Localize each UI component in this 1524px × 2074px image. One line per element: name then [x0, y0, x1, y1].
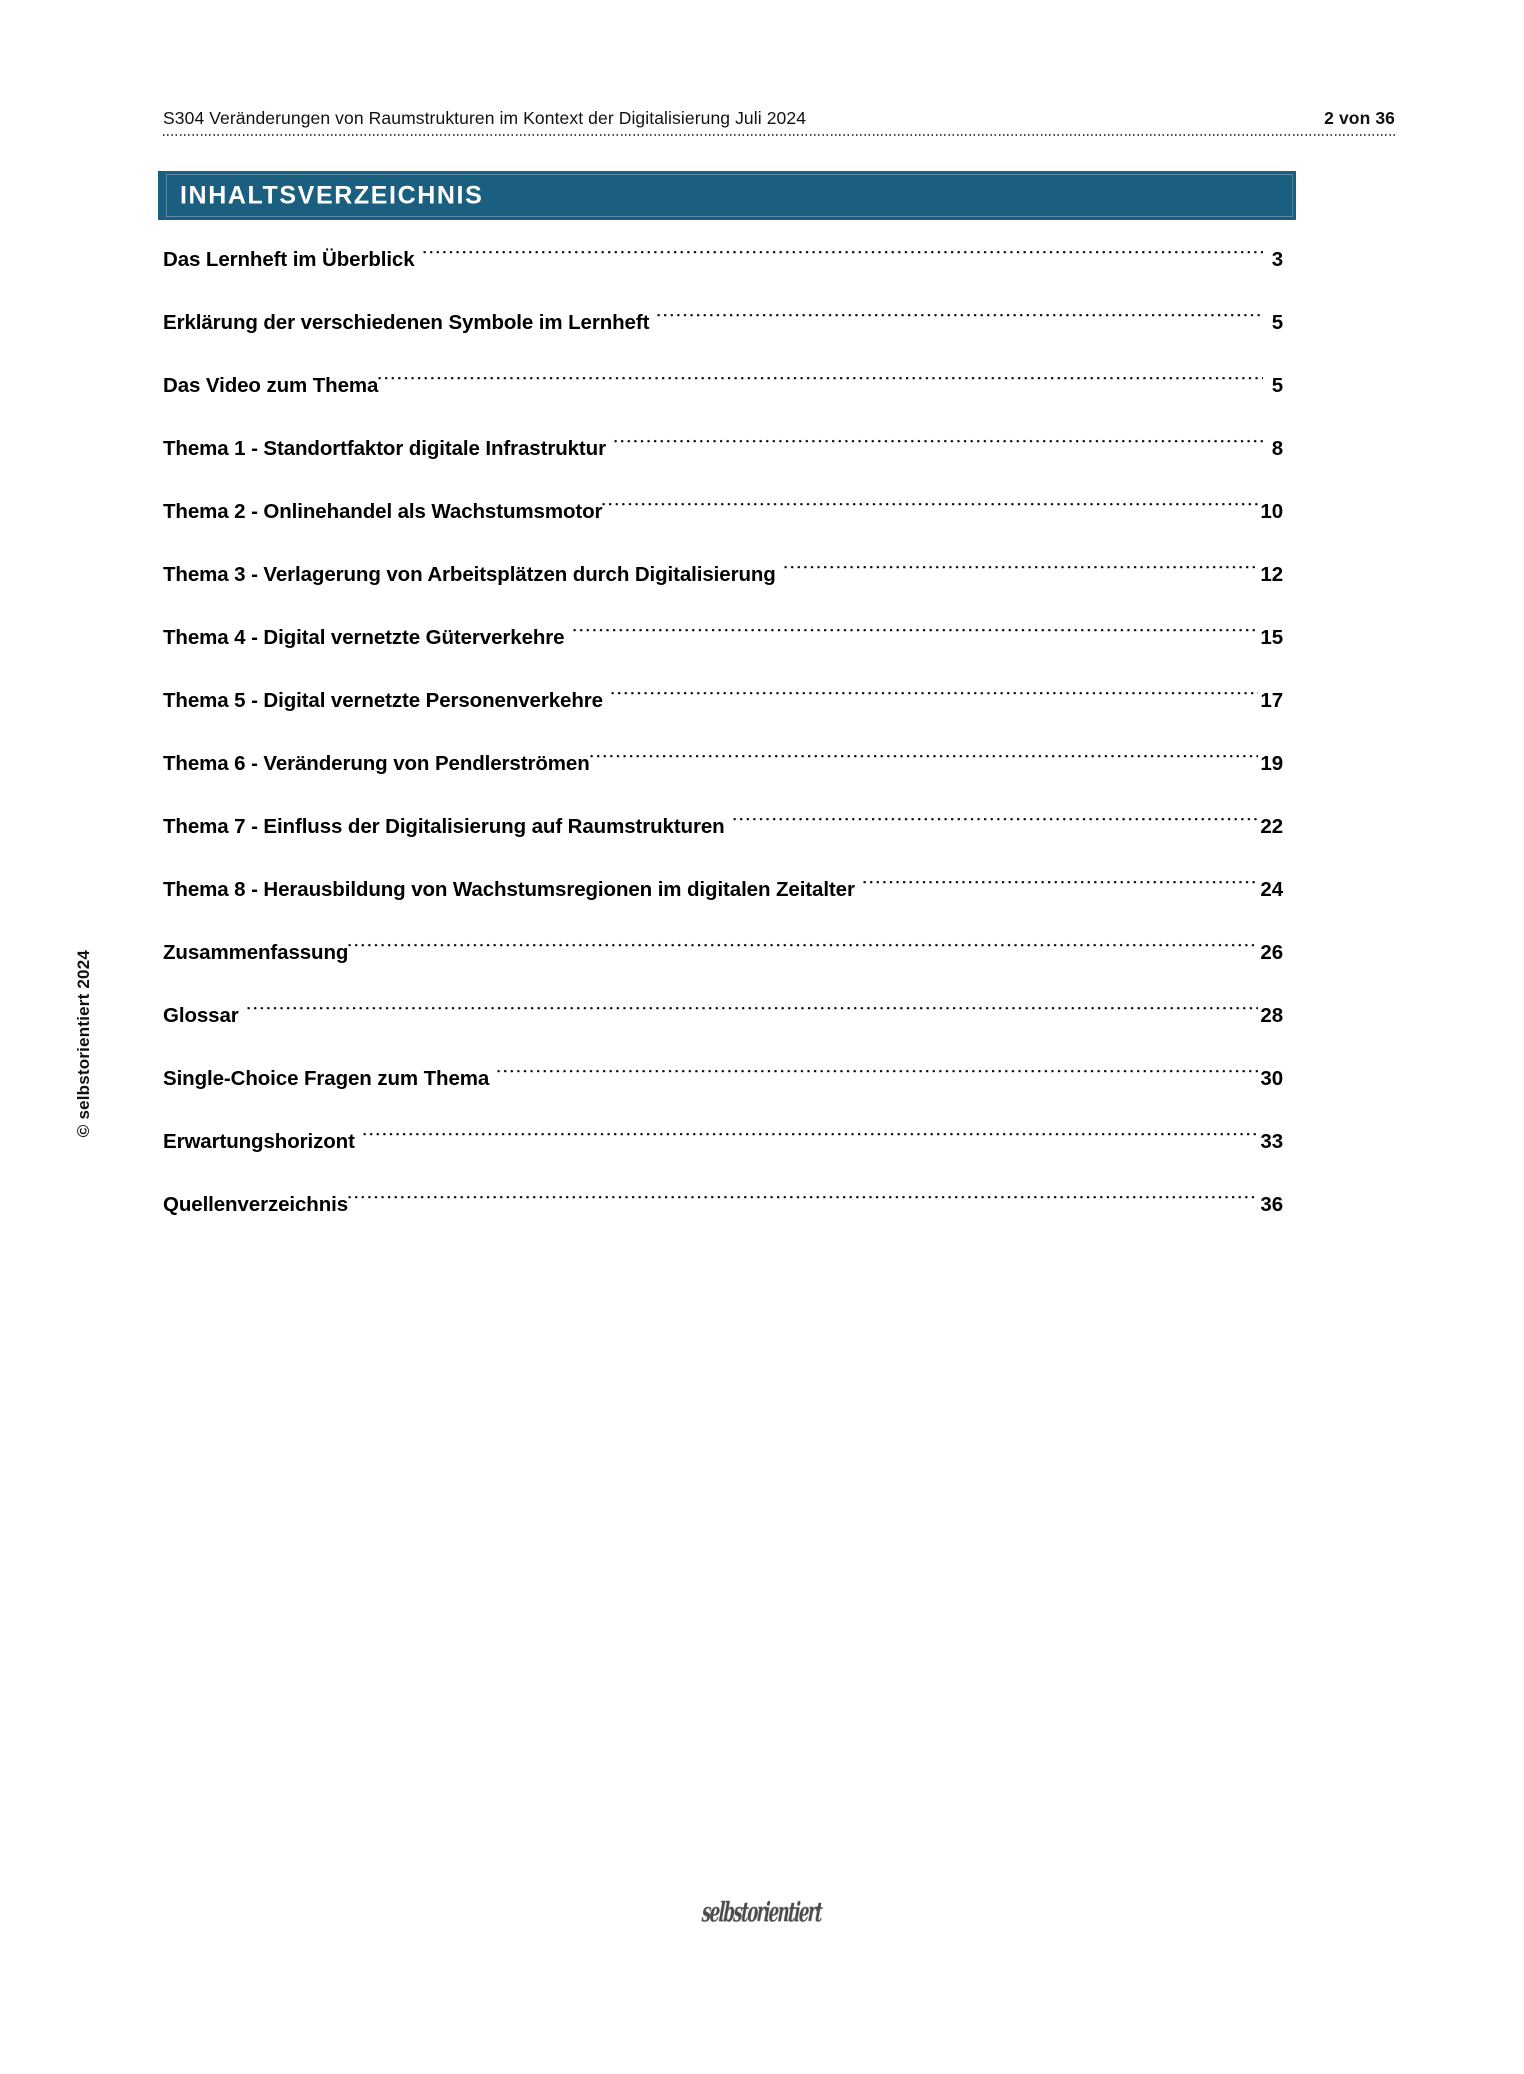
toc-entry[interactable]	[163, 812, 1283, 875]
toc-entry-page: 36	[1260, 1192, 1283, 1216]
toc-entry[interactable]	[163, 434, 1283, 497]
toc-entry-title: Single-Choice Fragen zum Thema	[163, 1066, 490, 1090]
toc-entry-title: Thema 5 - Digital vernetzte Personenverkehre	[163, 688, 603, 712]
toc-entry-page: 22	[1260, 814, 1283, 838]
toc-entry[interactable]	[163, 1190, 1283, 1253]
toc-entry-title: Thema 1 - Standortfaktor digitale Infrastruktur	[163, 436, 606, 460]
toc-entry[interactable]	[163, 623, 1283, 686]
toc-entry-page: 3	[1271, 247, 1283, 271]
toc-entry-page: 26	[1260, 940, 1283, 964]
document-title: S304 Veränderungen von Raumstrukturen im Kontext der Digitalisierung Juli 2024	[163, 108, 807, 128]
page-header	[163, 108, 1395, 129]
toc-entry[interactable]	[163, 875, 1283, 938]
toc-leader-dots	[573, 623, 1259, 641]
toc-entry[interactable]	[163, 245, 1283, 308]
toc-leader-dots	[423, 245, 1263, 263]
toc-leader-dots	[602, 497, 1258, 515]
toc-entry-title: Quellenverzeichnis	[163, 1192, 349, 1216]
toc-entry-title: Erklärung der verschiedenen Symbole im Lernheft	[163, 310, 650, 334]
toc-entry-page: 33	[1260, 1129, 1283, 1153]
toc-leader-dots	[590, 749, 1259, 767]
toc-entry[interactable]	[163, 371, 1283, 434]
toc-entry-title: Das Lernheft im Überblick	[163, 247, 415, 271]
toc-leader-dots	[784, 560, 1259, 578]
toc-entry-page: 24	[1260, 877, 1283, 901]
toc-leader-dots	[733, 812, 1259, 830]
header-divider	[163, 134, 1395, 136]
toc-leader-dots	[247, 1001, 1259, 1019]
toc-leader-dots	[378, 371, 1262, 389]
toc-entry[interactable]	[163, 938, 1283, 1001]
toc-entry-title: Thema 7 - Einfluss der Digitalisierung auf Raumstrukturen	[163, 814, 725, 838]
toc-entry-title: Glossar	[163, 1003, 239, 1027]
toc-entry-title: Thema 4 - Digital vernetzte Güterverkehre	[163, 625, 565, 649]
toc-entry[interactable]	[163, 749, 1283, 812]
toc-entry-page: 15	[1260, 625, 1283, 649]
toc-entry-page: 10	[1260, 499, 1283, 523]
toc-leader-dots	[611, 686, 1258, 704]
toc-entry[interactable]	[163, 1001, 1283, 1064]
toc-entry-title: Thema 8 - Herausbildung von Wachstumsregionen im digitalen Zeitalter	[163, 877, 855, 901]
section-header-bar	[158, 171, 1296, 220]
copyright-sidenote: © selbstorientiert 2024	[74, 950, 93, 1138]
table-of-contents	[163, 245, 1283, 1253]
toc-entry-page: 19	[1260, 751, 1283, 775]
brand-wordmark: selbstorientiert	[701, 1895, 823, 1929]
footer-logo	[0, 1895, 1524, 1929]
toc-entry[interactable]	[163, 308, 1283, 371]
toc-leader-dots	[363, 1127, 1259, 1145]
toc-entry-title: Thema 2 - Onlinehandel als Wachstumsmotor	[163, 499, 603, 523]
toc-entry-page: 8	[1271, 436, 1283, 460]
toc-entry-page: 30	[1260, 1066, 1283, 1090]
toc-entry-page: 5	[1271, 310, 1283, 334]
toc-leader-dots	[348, 1190, 1258, 1208]
toc-entry-title: Erwartungshorizont	[163, 1129, 355, 1153]
toc-entry-title: Thema 6 - Veränderung von Pendlerströmen	[163, 751, 590, 775]
toc-leader-dots	[657, 308, 1262, 326]
toc-entry-title: Zusammenfassung	[163, 940, 349, 964]
toc-entry[interactable]	[163, 560, 1283, 623]
toc-entry[interactable]	[163, 1127, 1283, 1190]
toc-leader-dots	[497, 1064, 1258, 1082]
toc-entry-page: 17	[1260, 688, 1283, 712]
toc-leader-dots	[348, 938, 1258, 956]
toc-entry-page: 12	[1260, 562, 1283, 586]
toc-entry-title: Thema 3 - Verlagerung von Arbeitsplätzen durch Digitalisierung	[163, 562, 776, 586]
toc-entry-title: Das Video zum Thema	[163, 373, 379, 397]
section-title: INHALTSVERZEICHNIS	[180, 181, 484, 209]
toc-entry-page: 28	[1260, 1003, 1283, 1027]
toc-entry[interactable]	[163, 1064, 1283, 1127]
toc-leader-dots	[863, 875, 1259, 893]
page-indicator: 2 von 36	[1324, 108, 1395, 128]
toc-leader-dots	[614, 434, 1263, 452]
toc-entry-page: 5	[1271, 373, 1283, 397]
toc-entry[interactable]	[163, 686, 1283, 749]
toc-entry[interactable]	[163, 497, 1283, 560]
